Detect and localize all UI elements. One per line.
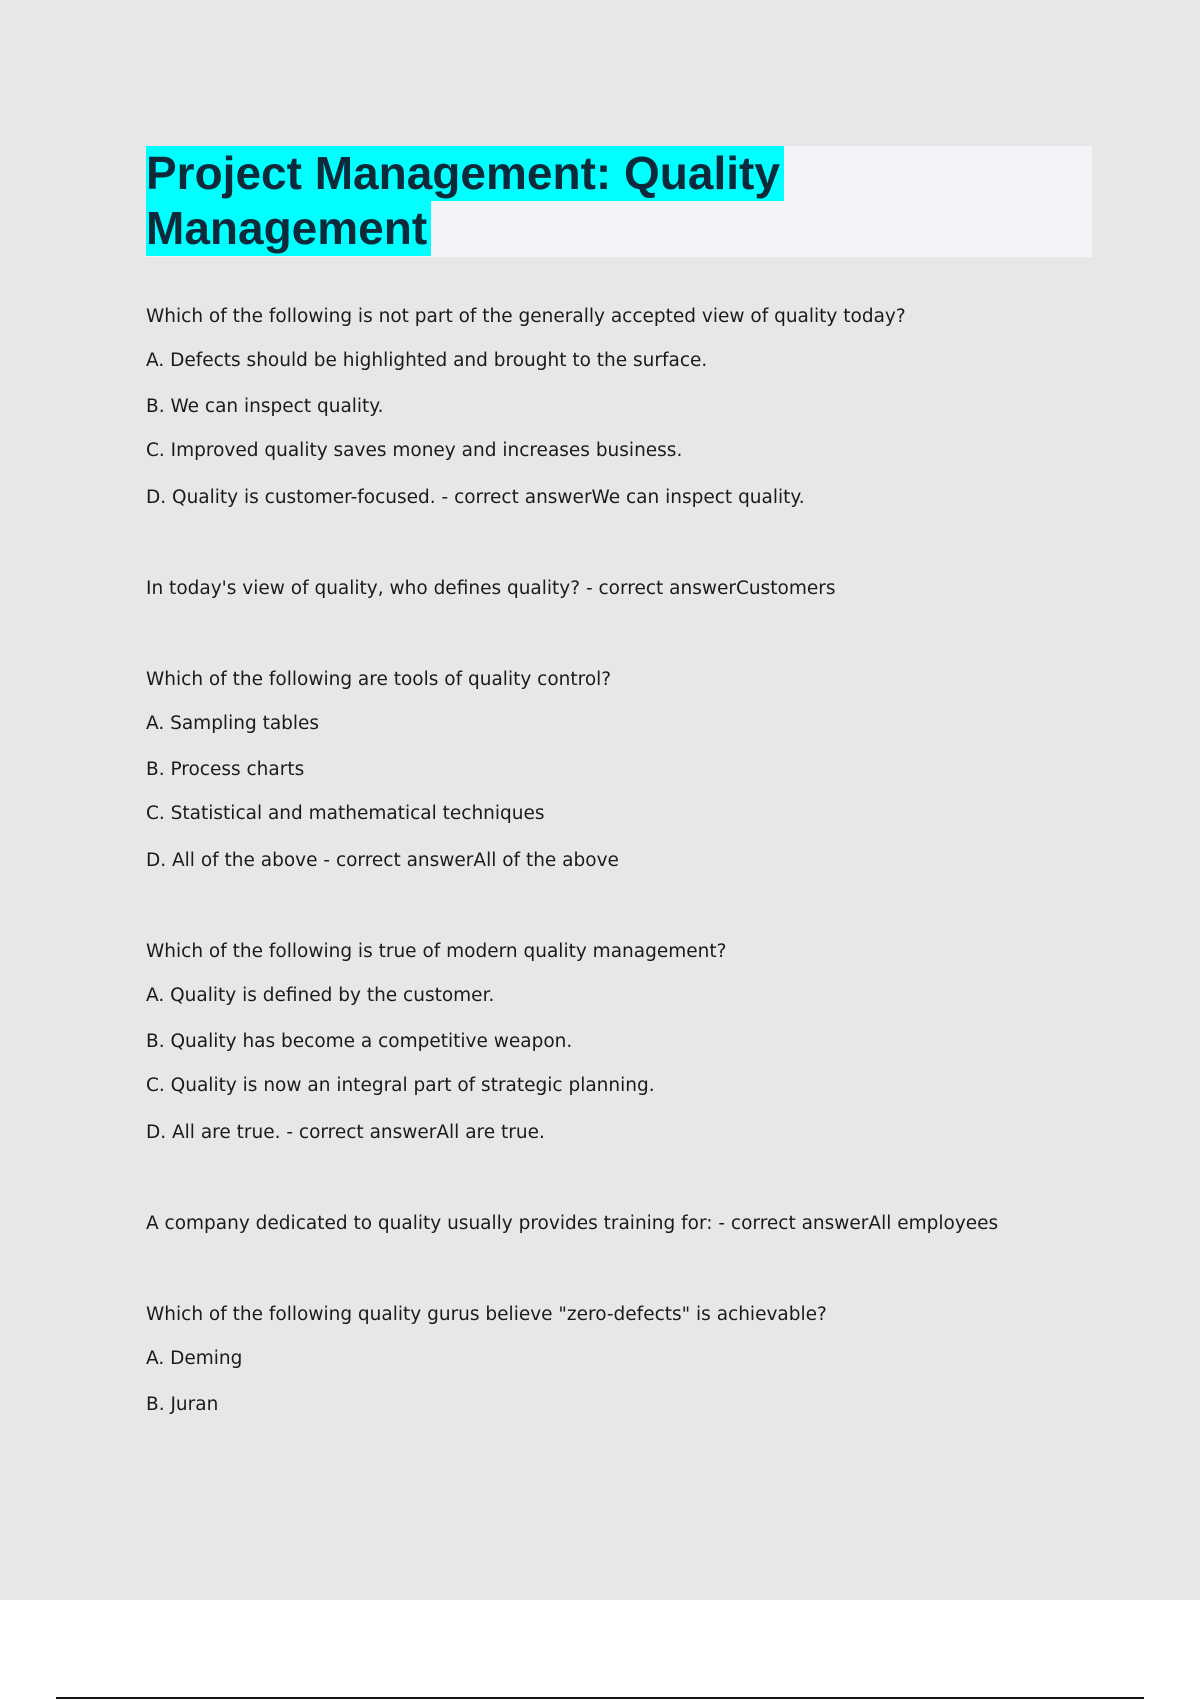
question-6-option-b: B. Juran [146,1394,219,1415]
document-title-line-2: Management [146,201,431,256]
question-1: Which of the following is not part of the generally accepted view of quality today? [146,306,906,327]
question-2-answer: In today's view of quality, who defines quality? - correct answerCustomers [146,578,836,599]
question-4-option-d-answer: D. All are true. - correct answerAll are true. [146,1122,545,1143]
question-1-option-a: A. Defects should be highlighted and brought to the surface. [146,350,708,371]
question-5-answer: A company dedicated to quality usually provides training for: - correct answerAll employees [146,1213,999,1234]
question-1-option-c: C. Improved quality saves money and increases business. [146,440,683,461]
question-3-option-b: B. Process charts [146,759,305,780]
question-1-option-d-answer: D. Quality is customer-focused. - correct answerWe can inspect quality. [146,487,805,508]
question-3: Which of the following are tools of quality control? [146,669,612,690]
question-4-option-b: B. Quality has become a competitive weapon. [146,1031,573,1052]
question-3-option-d-answer: D. All of the above - correct answerAll of the above [146,850,619,871]
footer-divider [56,1697,1144,1699]
question-3-option-c: C. Statistical and mathematical techniques [146,803,545,824]
question-6-option-a: A. Deming [146,1348,243,1369]
document-title-line-1: Project Management: Quality [146,146,784,201]
question-4-option-c: C. Quality is now an integral part of strategic planning. [146,1075,655,1096]
question-4-option-a: A. Quality is defined by the customer. [146,985,495,1006]
question-1-option-b: B. We can inspect quality. [146,396,384,417]
question-3-option-a: A. Sampling tables [146,713,320,734]
question-4: Which of the following is true of modern quality management? [146,941,727,962]
question-6: Which of the following quality gurus believe "zero-defects" is achievable? [146,1304,827,1325]
